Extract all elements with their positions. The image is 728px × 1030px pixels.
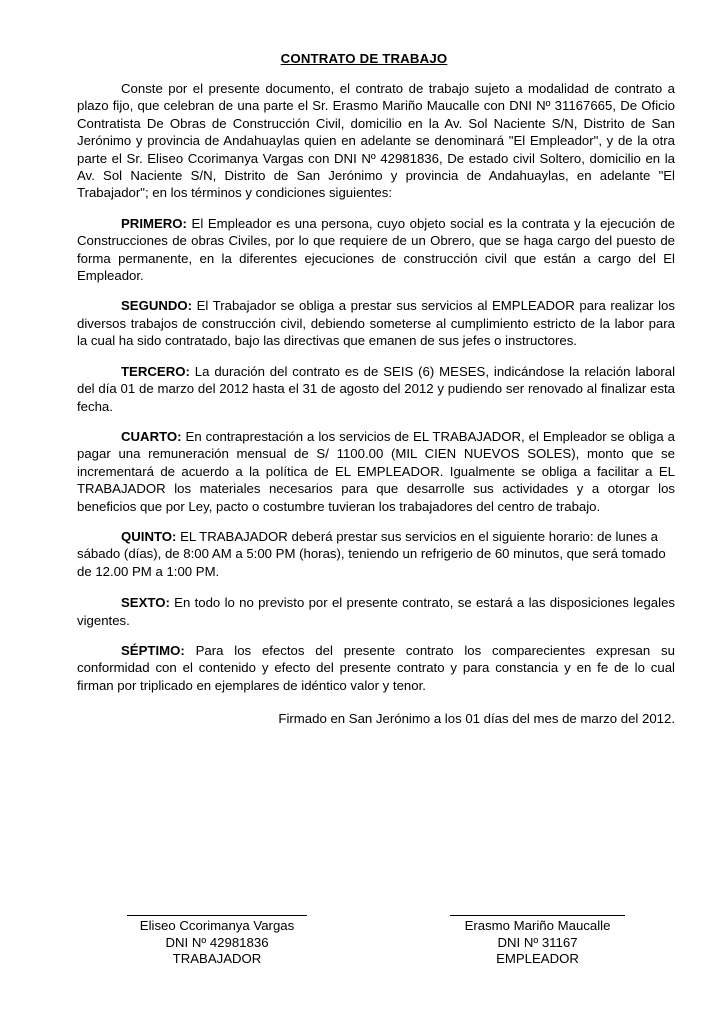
signer-name: Erasmo Mariño Maucalle: [464, 918, 611, 933]
clause-heading: SEGUNDO:: [121, 298, 193, 314]
clause-text: La duración del contrato es de SEIS (6) MESES, indicándose la relación laboral del día 01 de marzo del 2012 hasta el 31 de agosto del 2012 y pudiendo ser renovado al finalizar esta fecha.: [77, 363, 675, 414]
clause-text: EL TRABAJADOR deberá prestar sus servicios en el siguiente horario: de lunes a sábado (días), de 8:00 AM a 5:00 PM (horas), teniendo un refrigerio de 60 minutos, que será tomado de 12.00 PM a 1:00 PM.: [77, 528, 666, 579]
clause-text: Para los efectos del presente contrato los comparecientes expresan su conformidad con el contenido y efecto del presente contrato y para constancia y en fe de lo cual firman por triplicado en ejemplares de idéntico valor y tenor.: [77, 642, 675, 693]
clause-text: El Trabajador se obliga a prestar sus servicios al EMPLEADOR para realizar los diversos trabajos de construcción civil, debiendo someterse al cumplimiento estricto de la labor para la cual ha sido contratado, bajo las directivas que emanen de sus jefes o instructores.: [77, 298, 675, 349]
clause-primero: [77, 215, 675, 285]
clause-septimo: [77, 642, 675, 694]
clause-text: El Empleador es una persona, cuyo objeto social es la contrata y la ejecución de Construcciones de obras Civiles, por lo que requiere de un Obrero, que se haga cargo del puesto de forma permanente, en la diferentes ejecuciones de construcción civil que están a cargo del El Empleador.: [77, 215, 675, 284]
document-title: CONTRATO DE TRABAJO: [280, 51, 448, 66]
signature-line: [450, 915, 625, 916]
clause-heading: SEXTO:: [121, 595, 170, 611]
clause-heading: PRIMERO:: [121, 215, 187, 231]
signature-block-worker: [127, 915, 307, 968]
clause-quinto: [77, 528, 675, 580]
signature-block-employer: [450, 915, 625, 968]
clause-sexto: [77, 594, 675, 629]
signer-role: EMPLEADOR: [496, 951, 579, 966]
clause-heading: TERCERO:: [121, 363, 190, 379]
clause-heading: SÉPTIMO:: [121, 642, 185, 658]
clause-cuarto: [77, 428, 675, 515]
clause-heading: CUARTO:: [121, 428, 182, 444]
signer-role: TRABAJADOR: [172, 951, 262, 966]
clause-text: En contraprestación a los servicios de EL TRABAJADOR, el Empleador se obliga a pagar una remuneración mensual de S/ 1100.00 (MIL CIEN NUEVOS SOLES), monto que se incrementará de acuerdo a la política de EL EMPLEADOR. Igualmente se obliga a facilitar a EL TRABAJADOR los materiales necesarios para que desarrolle sus actividades y a otorgar los beneficios que por Ley, pacto o costumbre tuvieran los trabajadores del centro de trabajo.: [77, 428, 675, 514]
intro-paragraph: Conste por el presente documento, el contrato de trabajo sujeto a modalidad de contrato a plazo fijo, que celebran de una parte el Sr. Erasmo Mariño Maucalle con DNI Nº 31167665, De Oficio Contratista De Obras de Construcción Civil, domicilio en la Av. Sol Naciente S/N, Distrito de San Jerónimo y provincia de Andahuaylas quien en adelante se denominará "El Empleador", y de la otra parte el Sr. Eliseo Ccorimanya Vargas con DNI Nº 42981836, De estado civil Soltero, domicilio en la Av. Sol Naciente S/N, Distrito de San Jerónimo y provincia de Andahuaylas, en adelante "El Trabajador"; en los términos y condiciones siguientes:: [77, 81, 675, 201]
clause-text: En todo lo no previsto por el presente contrato, se estará a las disposiciones legales vigentes.: [77, 595, 675, 628]
signature-line: [127, 915, 307, 916]
signer-dni: DNI Nº 42981836: [165, 934, 269, 950]
signer-name: Eliseo Ccorimanya Vargas: [139, 918, 295, 933]
clause-tercero: [77, 363, 675, 415]
clause-heading: QUINTO:: [121, 528, 177, 544]
signing-statement: Firmado en San Jerónimo a los 01 días del mes de marzo del 2012.: [278, 711, 675, 727]
document-body: [77, 80, 675, 728]
signer-dni: DNI Nº 31167: [497, 934, 578, 950]
clause-segundo: [77, 297, 675, 349]
